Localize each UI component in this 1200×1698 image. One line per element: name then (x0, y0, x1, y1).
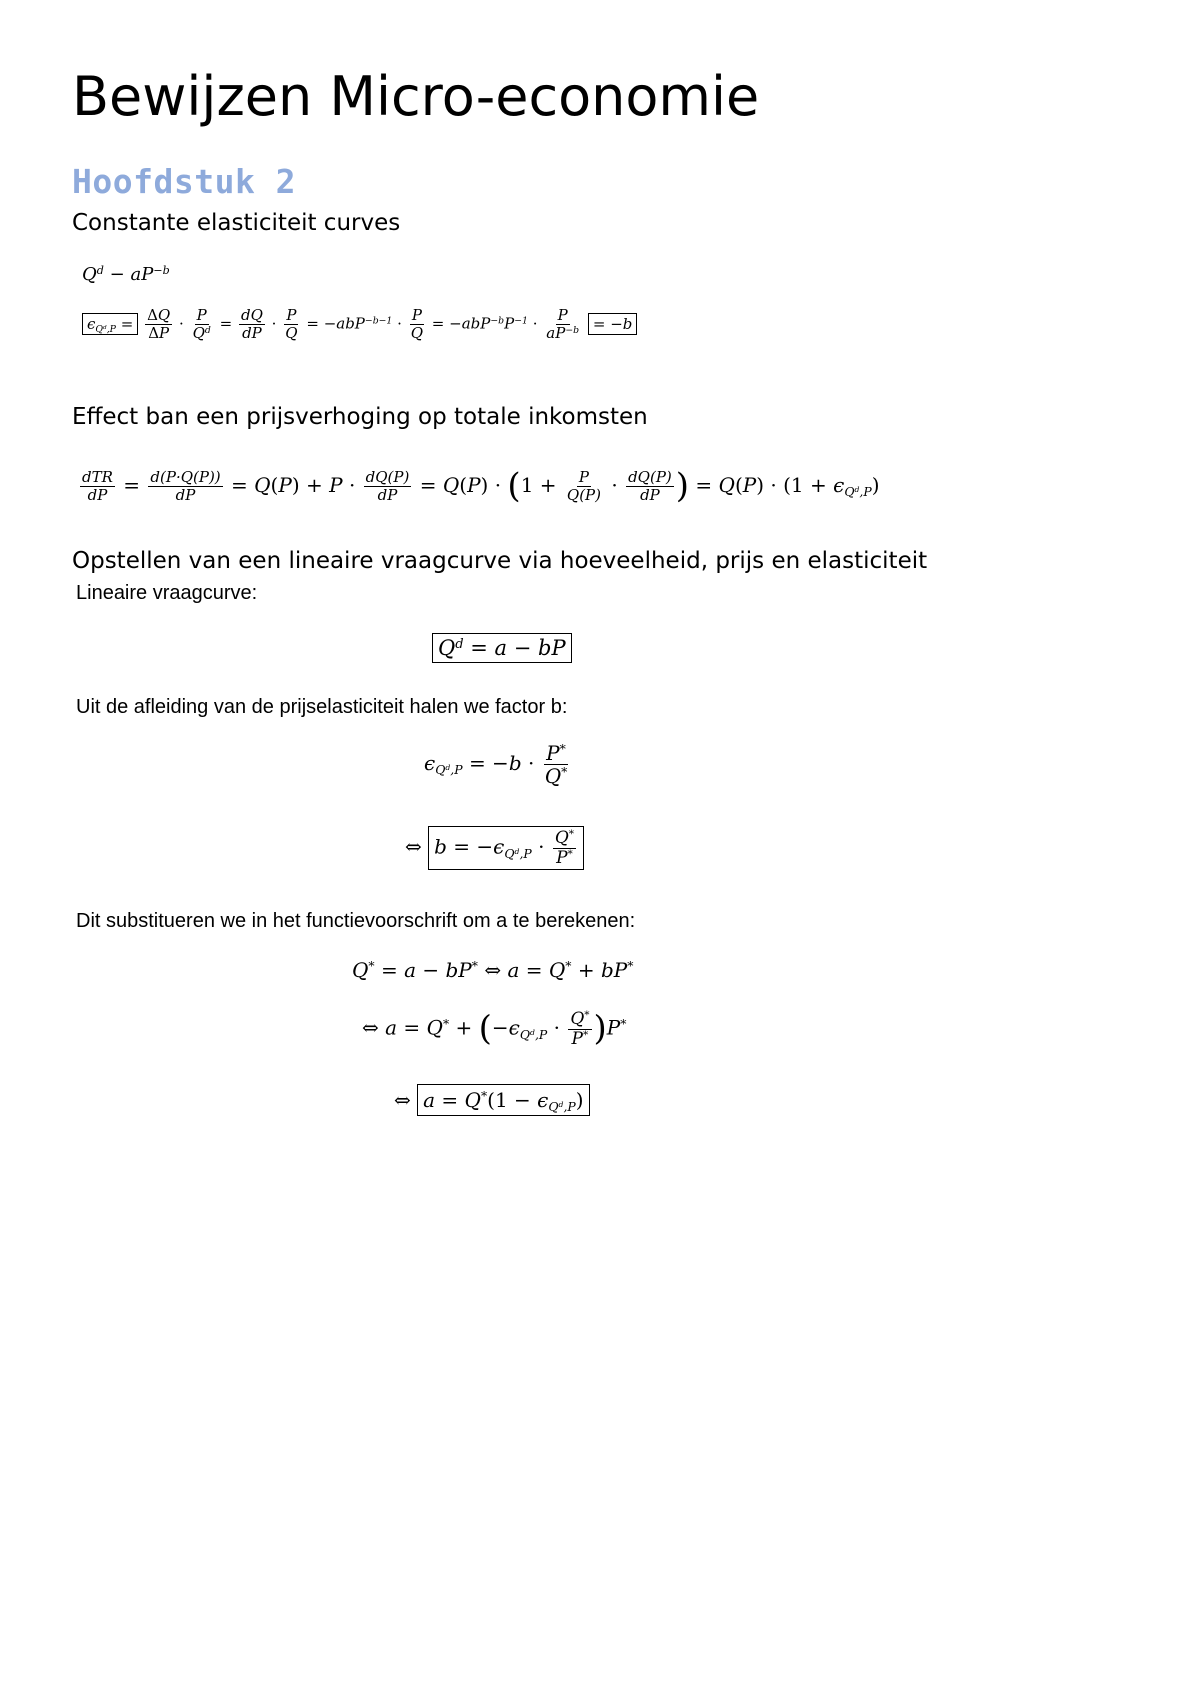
section-title-constant-elasticity: Constante elasticiteit curves (72, 210, 401, 236)
text-derivation-b: Uit de afleiding van de prijselasticiteit halen we factor b: (76, 696, 568, 718)
equation-elasticity-derivation: $\epsilon_{Q^d,P}$ = $\frac{\Delta Q}{\Delta P}$ · $\frac{P}{Q^d}$ = $\frac{dQ}{dP}$ · $\frac{P}{Q}$ = −abP$^{-b-1}$ · $\frac{P}{Q}$ = $-abP^{-b}P^{-1}$ · $\frac{P}{aP^{-b}}$ = −b (82, 308, 637, 341)
section-title-price-increase: Effect ban een prijsverhoging op totale inkomsten (72, 404, 648, 430)
equation-total-revenue: $\frac{\text{dTR}}{dP}$ = $\frac{d(P\cdot Q(P))}{dP}$ = Q(P) + P · $\frac{dQ(P)}{dP}$ = Q(P) · (1 + $\frac{P}{Q(P)}$ · $\frac{dQ(P)}{dP}$ ) = $Q(P) \cdot (1 + \epsilon_{Q^d,P})$ (82, 466, 880, 507)
equation-a-expanded: ⇔ $a = Q^* + (-\epsilon_{Q^d,P}$ · $\frac{Q^*}{P^*}$ )P* (362, 1008, 627, 1049)
section-title-linear-demand: Opstellen van een lineaire vraagcurve via hoeveelheid, prijs en elasticiteit (72, 548, 928, 574)
document-title: Bewijzen Micro-economie (72, 65, 760, 128)
label-linear-demand: Lineaire vraagcurve: (76, 582, 258, 604)
equation-substitution: Q* = a − bP* ⇔ a = Q* + bP* (352, 958, 634, 982)
equation-elasticity-linear: $\epsilon_{Q^d,P} = -b$ · $\frac{P^*}{Q^*}$ (424, 740, 568, 788)
equation-linear-demand: $Q^d = a$ − bP (432, 636, 572, 660)
text-substitute-a: Dit substitueren we in het functievoorschrift om a te berekenen: (76, 910, 636, 932)
chapter-heading: Hoofdstuk 2 (72, 162, 297, 201)
equation-factor-b: ⇔ $b = -\epsilon_{Q^d,P}$ · $\frac{Q^*}{P^*}$ (405, 826, 584, 870)
equation-demand-curve: $Q^d - aP^{-b}$ (82, 264, 170, 286)
equation-factor-a: ⇔ $a = Q^*(1 - \epsilon_{Q^d,P})$ (394, 1088, 590, 1114)
